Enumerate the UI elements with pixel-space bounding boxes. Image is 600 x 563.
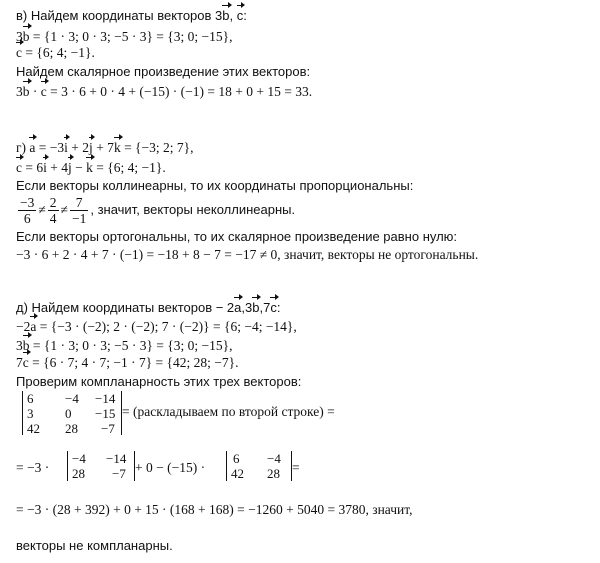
t: − [71,160,87,175]
det-cell: 0 [65,406,72,421]
vec-c: c [16,45,22,60]
minor-cell: 28 [72,466,85,481]
colon: : [243,8,247,23]
minor-2 [226,451,292,481]
dot-calc [16,84,312,100]
heading-text: в) Найдем координаты векторов [16,8,216,23]
t: 7 [16,355,23,370]
t: + 4 [46,160,69,175]
coplanar-text: Проверим компланарность этих трех векторов: [16,374,302,389]
fraction-2 [48,195,59,226]
t: = {−3 · (−2); 2 · (−2); 7 · (−2)} = {6; −4; −14}, [36,319,297,334]
collinear-text: Если векторы коллинеарны, то их координаты пропорциональны: [16,178,414,193]
line-3b [16,29,233,45]
t: , [259,300,264,315]
det-cell: −15 [95,406,116,421]
line-c2 [16,160,166,176]
vec-b: b [22,338,30,353]
line-3b-d [16,338,233,354]
t: = {6; 4; −1}. [92,160,166,175]
heading-text: д) Найдем координаты векторов − 2 [16,300,235,315]
t: 3 [16,338,23,353]
coef-3: 3 [215,8,223,23]
vec-c: c [22,355,29,370]
det-cell: 3 [27,406,34,421]
vec-c: c [236,8,244,23]
line-neg2a [16,319,297,335]
den: 4 [49,211,57,227]
neq: ≠ [38,202,46,217]
minor-1 [67,451,135,481]
unit-k: k [86,160,93,175]
expand-mid: + 0 − (−15) · [135,460,206,475]
orthogonal-calc: −3 · 6 + 2 · 4 + 7 · (−1) = −18 + 8 − 7 = −17 ≠ 0, значит, векторы не ортогональны. [16,247,479,262]
fraction-1 [18,195,36,226]
orthogonal-text: Если векторы ортогональны, то их скалярное произведение равно нулю: [16,229,458,244]
unit-j: j [68,160,72,175]
det-cell: 6 [27,391,34,406]
conclusion: векторы не компланарны. [16,538,173,553]
t: 3 [245,300,253,315]
t: + 7 [92,140,114,155]
fraction-line [16,193,295,227]
minor-cell: 28 [267,466,280,481]
vec-c: c [270,300,277,315]
det-cell: 28 [65,421,78,436]
vec-b: b [22,29,30,44]
t: = {−3; 2; 7}, [120,140,194,155]
result-line: = −3 · (28 + 392) + 0 + 15 · (168 + 168) = −1260 + 5040 = 3780, значит, [16,502,413,517]
den: 6 [23,211,31,227]
num: −3 [20,195,35,211]
det-cell: −4 [65,391,79,406]
vec-a: a [29,140,36,155]
den: −1 [71,211,87,227]
vec-b: b [252,300,260,315]
det-cell: 42 [27,421,40,436]
determinant-3x3 [22,391,122,435]
t: 7 [263,300,271,315]
unit-k: k [113,140,121,155]
line-a [16,140,194,156]
neq: ≠ [60,202,68,217]
vec-b: b [222,8,230,23]
coef: 3 [16,84,23,99]
vec-a: a [234,300,242,315]
minor-cell: −7 [112,466,126,481]
minor-cell: −4 [72,451,86,466]
t: = −3 [35,140,65,155]
t: = {6 · 7; 4 · 7; −1 · 7} = {42; 28; −7}. [28,355,239,370]
calc: = {6; 4; −1}. [22,45,95,60]
line-7c [16,355,239,371]
det-note: = (раскладываем по второй строке) = [122,404,335,419]
t: : [276,300,281,315]
calc: = {1 · 3; 0 · 3; −5 · 3} = {3; 0; −15}, [29,29,233,44]
section-d-heading [16,300,280,316]
unit-j: j [89,140,93,155]
minor-cell: 42 [231,466,244,481]
unit-i: i [64,140,68,155]
vec-a: a [30,319,37,334]
minor-cell: −4 [267,451,281,466]
vec-b: b [22,84,30,99]
num: 7 [70,195,88,211]
t: = {1 · 3; 0 · 3; −5 · 3} = {3; 0; −15}, [29,338,233,353]
fraction-3 [70,195,88,226]
expand-prefix: = −3 · [16,460,50,475]
calc: = 3 · 6 + 0 · 4 + (−15) · (−1) = 18 + 0 + 15 = 33. [46,84,313,99]
t: −2 [16,319,31,334]
det-cell: −7 [101,421,115,436]
t: = 6 [22,160,44,175]
prefix: г) [16,140,30,155]
conclusion: , значит, векторы неколлинеарны. [90,202,296,217]
dot-heading: Найдем скалярное произведение этих векторов: [16,64,311,79]
line-c [16,45,95,61]
expand-eq: = [292,460,300,475]
det-cell: −14 [95,391,116,406]
vec-c: c [40,84,47,99]
vec-c: c [16,160,22,175]
t: + 2 [67,140,90,155]
t: , [241,300,246,315]
minor-cell: −14 [106,451,127,466]
coef: 3 [16,29,23,44]
minor-cell: 6 [233,451,240,466]
num: 2 [49,195,57,211]
unit-i: i [43,160,47,175]
dot: · [29,84,41,99]
section-v-heading: в) Найдем координаты векторов 3b, c: [16,8,247,23]
